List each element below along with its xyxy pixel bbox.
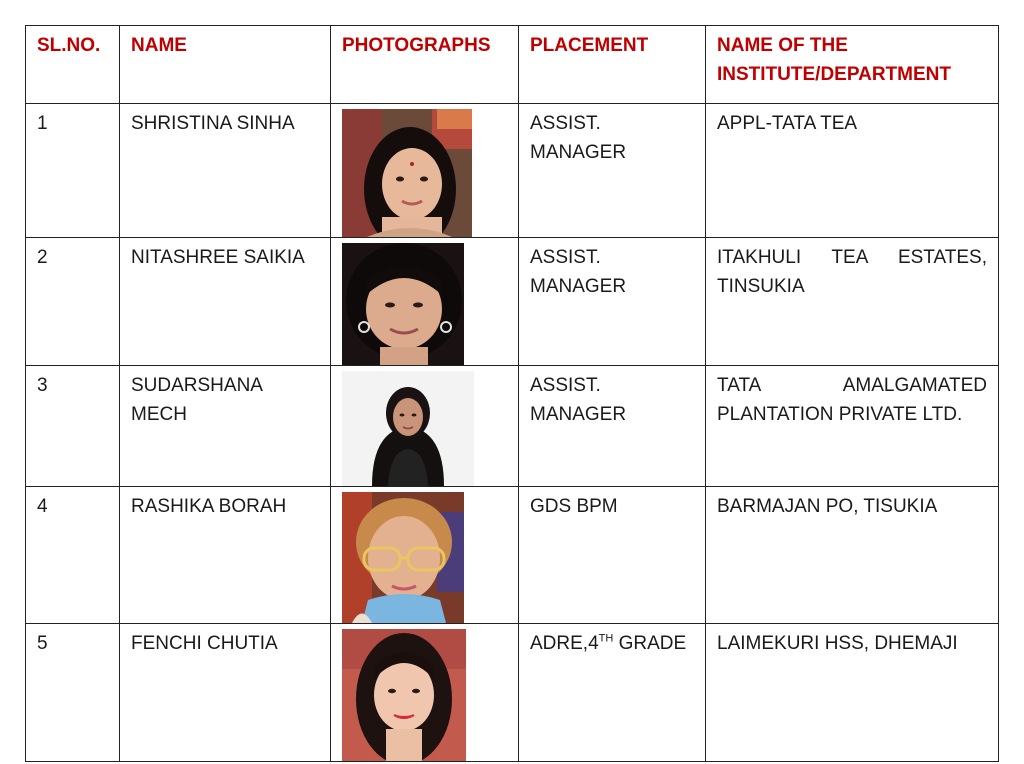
- person-photo: [342, 629, 466, 761]
- table-row: [26, 487, 999, 624]
- placement: ASSIST. MANAGER: [519, 366, 706, 487]
- header-sl-no: SL.NO.: [26, 26, 120, 104]
- institute-name: BARMAJAN PO, TISUKIA: [706, 487, 999, 624]
- sl-number: 3: [26, 366, 120, 487]
- institute-name: TATA AMALGAMATED PLANTATION PRIVATE LTD.: [706, 366, 999, 487]
- person-photo: [342, 371, 474, 486]
- person-photo: [342, 109, 472, 237]
- sl-number: 5: [26, 624, 120, 762]
- person-photo: [342, 243, 464, 365]
- placement: ASSIST. MANAGER: [519, 238, 706, 366]
- header-institute: NAME OF THE INSTITUTE/DEPARTMENT: [706, 26, 999, 104]
- header-photographs: PHOTOGRAPHS: [331, 26, 519, 104]
- placement: GDS BPM: [519, 487, 706, 624]
- sl-number: 2: [26, 238, 120, 366]
- placement-prefix: ADRE,4: [530, 633, 599, 654]
- header-placement: PLACEMENT: [519, 26, 706, 104]
- institute-name: APPL-TATA TEA: [706, 104, 999, 238]
- photo-cell: [331, 487, 519, 624]
- table-row: [26, 624, 999, 762]
- person-photo: [342, 492, 464, 623]
- person-name: RASHIKA BORAH: [120, 487, 331, 624]
- header-name: NAME: [120, 26, 331, 104]
- placement: ASSIST. MANAGER: [519, 104, 706, 238]
- placement-superscript: TH: [598, 632, 614, 645]
- person-name: NITASHREE SAIKIA: [120, 238, 331, 366]
- table-row: [26, 366, 999, 487]
- placement-suffix: GRADE: [613, 633, 687, 654]
- person-name: SUDARSHANA MECH: [120, 366, 331, 487]
- photo-cell: [331, 366, 519, 487]
- placement: [519, 624, 706, 762]
- photo-cell: [331, 238, 519, 366]
- sl-number: 1: [26, 104, 120, 238]
- photo-cell: [331, 624, 519, 762]
- institute-name: LAIMEKURI HSS, DHEMAJI: [706, 624, 999, 762]
- table-row: [26, 104, 999, 238]
- photo-cell: [331, 104, 519, 238]
- placement-table: [25, 25, 999, 762]
- table-row: [26, 238, 999, 366]
- header-row: [26, 26, 999, 104]
- sl-number: 4: [26, 487, 120, 624]
- person-name: FENCHI CHUTIA: [120, 624, 331, 762]
- institute-name: ITAKHULI TEA ESTATES, TINSUKIA: [706, 238, 999, 366]
- person-name: SHRISTINA SINHA: [120, 104, 331, 238]
